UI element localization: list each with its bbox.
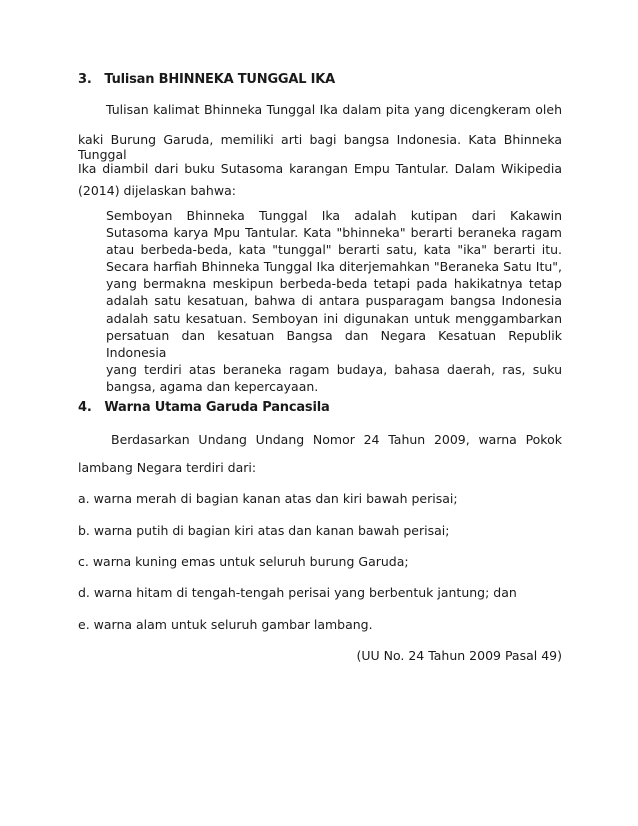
- quote-line: Semboyan Bhinneka Tunggal Ika adalah kutipan dari Kakawin: [106, 208, 562, 223]
- block-quote: [106, 207, 562, 395]
- section-3-title: Tulisan BHINNEKA TUNGGAL IKA: [104, 72, 336, 87]
- quote-line: bangsa, agama dan kepercayaan.: [106, 378, 319, 394]
- quote-line: adalah satu kesatuan. Semboyan ini digunakan untuk menggambarkan: [106, 310, 562, 326]
- quote-line: Sutasoma karya Mpu Tantular. Kata "bhinneka" berarti beraneka ragam: [106, 225, 562, 241]
- quote-line: Secara harfiah Bhinneka Tunggal Ika diterjemahkan "Beraneka Satu Itu",: [106, 259, 562, 275]
- citation: (UU No. 24 Tahun 2009 Pasal 49): [356, 648, 562, 663]
- quote-line: yang terdiri atas beraneka ragam budaya, bahasa daerah, ras, suku: [106, 361, 562, 377]
- section-3-paragraph-line: Ika diambil dari buku Sutasoma karangan Empu Tantular. Dalam Wikipedia: [78, 161, 562, 176]
- section-4-number: 4.: [78, 400, 92, 415]
- color-list-item: d. warna hitam di tengah-tengah perisai yang berbentuk jantung; dan: [78, 585, 517, 600]
- color-list-item: c. warna kuning emas untuk seluruh burung Garuda;: [78, 554, 409, 569]
- section-4-title: Warna Utama Garuda Pancasila: [104, 400, 330, 415]
- quote-line: adalah satu kesatuan, bahwa di antara pusparagam bangsa Indonesia: [106, 293, 562, 309]
- section-3-paragraph-line: kaki Burung Garuda, memiliki arti bagi bangsa Indonesia. Kata Bhinneka Tunggal: [78, 132, 562, 162]
- section-4-intro-line: Berdasarkan Undang Undang Nomor 24 Tahun 2009, warna Pokok: [111, 432, 562, 447]
- section-3-number: 3.: [78, 72, 92, 87]
- section-3-paragraph-line: Tulisan kalimat Bhinneka Tunggal Ika dalam pita yang dicengkeram oleh: [106, 102, 562, 117]
- color-list-item: e. warna alam untuk seluruh gambar lambang.: [78, 617, 373, 632]
- section-4-intro-line: lambang Negara terdiri dari:: [78, 460, 257, 475]
- quote-line: persatuan dan kesatuan Bangsa dan Negara Kesatuan Republik Indonesia: [106, 327, 562, 360]
- quote-line: atau berbeda-beda, kata "tunggal" berarti satu, kata "ika" berarti itu.: [106, 242, 562, 258]
- color-list-item: a. warna merah di bagian kanan atas dan kiri bawah perisai;: [78, 491, 458, 506]
- quote-line: yang bermakna meskipun berbeda-beda tetapi pada hakikatnya tetap: [106, 276, 562, 292]
- section-4-heading: [78, 400, 330, 415]
- section-3-paragraph-line: (2014) dijelaskan bahwa:: [78, 183, 236, 198]
- color-list-item: b. warna putih di bagian kiri atas dan kanan bawah perisai;: [78, 523, 450, 538]
- section-3-heading: [78, 72, 335, 87]
